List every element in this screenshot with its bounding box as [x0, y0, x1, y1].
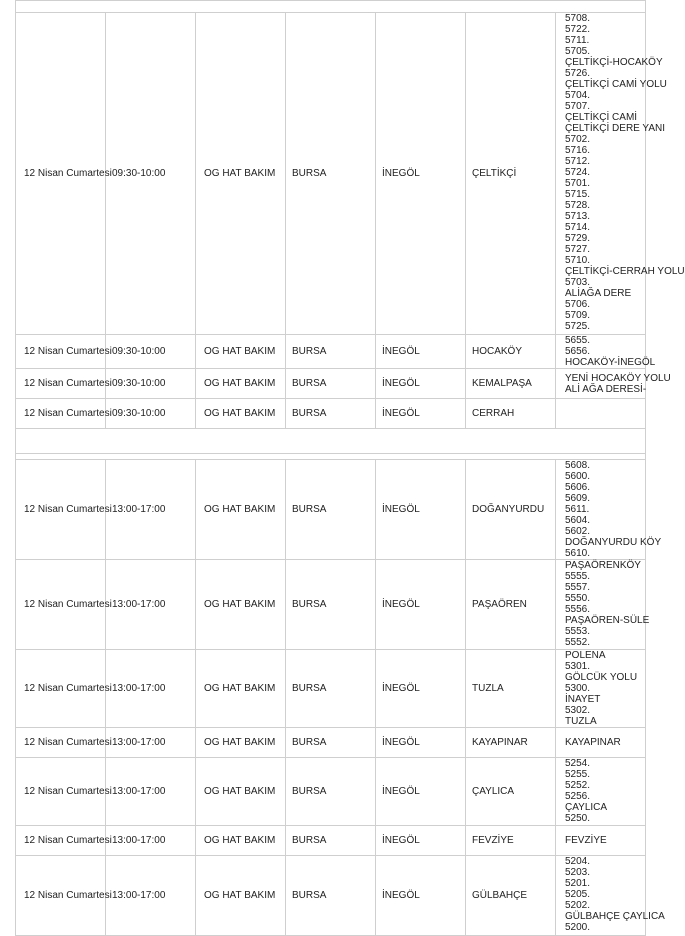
street-item: 5252. [565, 780, 591, 791]
city-cell: BURSA [286, 728, 376, 758]
street-item: 5716. [565, 145, 591, 156]
time-cell: 09:30-10:00 [106, 13, 196, 335]
street-item: 5204. [565, 856, 591, 867]
street-item: GÖLCÜK YOLU [565, 672, 638, 683]
village-cell: HOCAKÖY [466, 335, 556, 369]
street-item: İNAYET [565, 694, 601, 705]
village-cell: PAŞAÖREN [466, 560, 556, 650]
city-cell: BURSA [286, 650, 376, 728]
district-cell: İNEGÖL [376, 826, 466, 856]
table-row [16, 369, 646, 399]
city-cell: BURSA [286, 560, 376, 650]
district-cell: İNEGÖL [376, 13, 466, 335]
street-item: 5301. [565, 661, 591, 672]
street-item: ÇELTİKÇİ CAMİ YOLU [565, 79, 667, 90]
street-item: POLENA [565, 650, 606, 661]
separator-cell [16, 429, 646, 454]
street-item: 5704. [565, 90, 591, 101]
spacer-cell [16, 1, 646, 13]
street-item: 5201. [565, 878, 591, 889]
street-item: 5555. [565, 571, 591, 582]
village-cell: TUZLA [466, 650, 556, 728]
street-item: 5727. [565, 244, 591, 255]
street-item: 5602. [565, 526, 591, 537]
date-cell: 12 Nisan Cumartesi [16, 826, 106, 856]
table-row [16, 728, 646, 758]
city-cell: BURSA [286, 856, 376, 936]
table-row [16, 399, 646, 429]
streets-cell [556, 758, 646, 826]
street-item: 5655. [565, 335, 591, 346]
street-item: ÇELTİKÇİ-HOCAKÖY [565, 57, 663, 68]
street-item: 5728. [565, 200, 591, 211]
work-type-cell: OG HAT BAKIM [196, 728, 286, 758]
time-cell: 13:00-17:00 [106, 650, 196, 728]
time-cell: 13:00-17:00 [106, 758, 196, 826]
outage-table [15, 0, 685, 936]
separator-row [16, 429, 646, 454]
street-item: 5609. [565, 493, 591, 504]
streets-cell [556, 560, 650, 650]
street-item: 5701. [565, 178, 591, 189]
work-type-cell: OG HAT BAKIM [196, 369, 286, 399]
street-item: 5724. [565, 167, 591, 178]
street-item: 5715. [565, 189, 591, 200]
table-row [16, 460, 646, 560]
date-cell: 12 Nisan Cumartesi [16, 758, 106, 826]
work-type-cell: OG HAT BAKIM [196, 560, 286, 650]
streets-cell [556, 335, 656, 369]
street-item: ÇELTİKÇİ DERE YANI [565, 123, 666, 134]
street-item: 5302. [565, 705, 591, 716]
work-type-cell: OG HAT BAKIM [196, 856, 286, 936]
street-item: HOCAKÖY-İNEGÖL [565, 357, 656, 368]
street-item: 5556. [565, 604, 591, 615]
street-item: ÇAYLICA [565, 802, 608, 813]
district-cell: İNEGÖL [376, 758, 466, 826]
street-item: TUZLA [565, 716, 597, 727]
district-cell: İNEGÖL [376, 728, 466, 758]
street-item: 5611. [565, 504, 590, 515]
street-item: 5703. [565, 277, 591, 288]
table-row [16, 826, 646, 856]
street-item: 5705. [565, 46, 591, 57]
streets-cell [556, 650, 646, 728]
street-item: 5710. [565, 255, 591, 266]
street-item: ALİ AĞA DERESİ- [565, 383, 647, 395]
district-cell: İNEGÖL [376, 460, 466, 560]
street-item: ALİAĞA DERE [565, 288, 632, 299]
city-cell: BURSA [286, 758, 376, 826]
work-type-cell: OG HAT BAKIM [196, 826, 286, 856]
district-cell: İNEGÖL [376, 369, 466, 399]
street-item: PAŞAÖRENKÖY [565, 560, 641, 571]
street-item: 5711. [565, 35, 590, 46]
street-item: 5604. [565, 515, 591, 526]
district-cell: İNEGÖL [376, 335, 466, 369]
street-item: 5608. [565, 460, 591, 471]
street-item: 5600. [565, 471, 591, 482]
table-row [16, 856, 646, 936]
time-cell: 09:30-10:00 [106, 335, 196, 369]
date-cell: 12 Nisan Cumartesi [16, 460, 106, 560]
street-item: 5200. [565, 922, 591, 933]
street-item: GÜLBAHÇE ÇAYLICA [565, 911, 665, 922]
time-cell: 09:30-10:00 [106, 399, 196, 429]
street-item: 5729. [565, 233, 591, 244]
streets-cell [556, 13, 685, 335]
street-item: 5656. [565, 346, 591, 357]
street-item: 5552. [565, 637, 591, 648]
outage-table-body [16, 1, 685, 936]
district-cell: İNEGÖL [376, 856, 466, 936]
street-item: 5708. [565, 13, 591, 24]
district-cell: İNEGÖL [376, 560, 466, 650]
table-row [16, 335, 646, 369]
streets-cell [556, 856, 665, 936]
village-cell: CERRAH [466, 399, 556, 429]
district-cell: İNEGÖL [376, 650, 466, 728]
table-row [16, 758, 646, 826]
work-type-cell: OG HAT BAKIM [196, 13, 286, 335]
city-cell: BURSA [286, 399, 376, 429]
work-type-cell: OG HAT BAKIM [196, 399, 286, 429]
village-cell: KEMALPAŞA [466, 369, 556, 399]
district-cell: İNEGÖL [376, 399, 466, 429]
street-item: 5606. [565, 482, 591, 493]
street-item: 5712. [565, 156, 591, 167]
street-item: 5256. [565, 791, 591, 802]
date-cell: 12 Nisan Cumartesi [16, 728, 106, 758]
street-item: 5550. [565, 593, 591, 604]
time-cell: 13:00-17:00 [106, 856, 196, 936]
street-item: 5706. [565, 299, 591, 310]
street-item: 5726. [565, 68, 591, 79]
work-type-cell: OG HAT BAKIM [196, 335, 286, 369]
street-item: 5255. [565, 769, 591, 780]
village-cell: DOĞANYURDU [466, 460, 556, 560]
street-item: 5300. [565, 683, 591, 694]
village-cell: ÇELTİKÇİ [466, 13, 556, 335]
street-item: 5702. [565, 134, 591, 145]
date-cell: 12 Nisan Cumartesi [16, 369, 106, 399]
city-cell: BURSA [286, 335, 376, 369]
date-cell: 12 Nisan Cumartesi [16, 399, 106, 429]
work-type-cell: OG HAT BAKIM [196, 650, 286, 728]
date-cell: 12 Nisan Cumartesi [16, 856, 106, 936]
time-cell: 13:00-17:00 [106, 560, 196, 650]
time-cell: 13:00-17:00 [106, 826, 196, 856]
street-item: 5254. [565, 758, 591, 769]
work-type-cell: OG HAT BAKIM [196, 758, 286, 826]
work-type-cell: OG HAT BAKIM [196, 460, 286, 560]
village-cell: ÇAYLICA [466, 758, 556, 826]
top-spacer-row [16, 1, 646, 13]
street-item: 5203. [565, 867, 591, 878]
street-item: 5610. [565, 548, 591, 559]
street-item: 5202. [565, 900, 591, 911]
streets-cell [556, 826, 646, 856]
streets-cell [556, 728, 646, 758]
street-item: 5557. [565, 582, 591, 593]
village-cell: KAYAPINAR [466, 728, 556, 758]
city-cell: BURSA [286, 13, 376, 335]
street-item: YENİ HOCAKÖY YOLU [565, 372, 671, 384]
street-item: 5707. [565, 101, 591, 112]
street-item: PAŞAÖREN-SÜLE [565, 615, 650, 626]
street-item: 5714. [565, 222, 591, 233]
street-item: ÇELTİKÇİ-CERRAH YOLU [565, 266, 685, 277]
street-item: ÇELTİKÇİ CAMİ [565, 112, 638, 123]
time-cell: 09:30-10:00 [106, 369, 196, 399]
street-item: 5553. [565, 626, 591, 637]
street-item: DOĞANYURDU KÖY [565, 537, 662, 548]
city-cell: BURSA [286, 826, 376, 856]
village-cell: GÜLBAHÇE [466, 856, 556, 936]
street-item: 5205. [565, 889, 591, 900]
city-cell: BURSA [286, 460, 376, 560]
street-item: 5709. [565, 310, 591, 321]
table-row [16, 650, 646, 728]
date-cell: 12 Nisan Cumartesi [16, 560, 106, 650]
street-item: 5725. [565, 321, 591, 332]
village-cell: FEVZİYE [466, 826, 556, 856]
table-row [16, 560, 646, 650]
streets-cell [556, 399, 646, 429]
street-item: 5250. [565, 813, 591, 824]
time-cell: 13:00-17:00 [106, 460, 196, 560]
date-cell: 12 Nisan Cumartesi [16, 13, 106, 335]
date-cell: 12 Nisan Cumartesi [16, 335, 106, 369]
time-cell: 13:00-17:00 [106, 728, 196, 758]
street-item: 5722. [565, 24, 591, 35]
street-item: KAYAPINAR [565, 737, 621, 748]
city-cell: BURSA [286, 369, 376, 399]
street-item: FEVZİYE [565, 835, 607, 846]
street-item: 5713. [565, 211, 591, 222]
streets-cell [556, 460, 662, 560]
date-cell: 12 Nisan Cumartesi [16, 650, 106, 728]
streets-cell [556, 369, 671, 399]
table-row [16, 13, 646, 335]
